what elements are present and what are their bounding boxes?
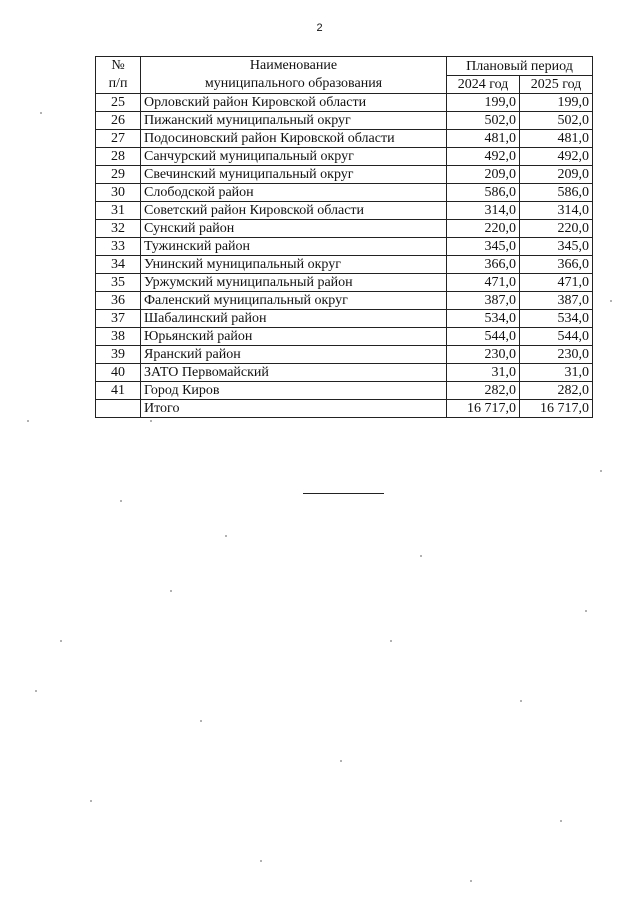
amount-2025-cell: 220,0 (520, 220, 593, 238)
municipality-name-cell: Шабалинский район (141, 310, 447, 328)
amount-2024-cell: 345,0 (447, 238, 520, 256)
municipality-name-cell: Слободской район (141, 184, 447, 202)
scan-speck (40, 112, 42, 114)
row-number-cell: 31 (96, 202, 141, 220)
amount-2025-cell: 544,0 (520, 328, 593, 346)
amount-2025-cell: 345,0 (520, 238, 593, 256)
amount-2025-cell: 387,0 (520, 292, 593, 310)
page-number: 2 (316, 22, 323, 34)
amount-2024-cell: 534,0 (447, 310, 520, 328)
amount-2024-cell: 586,0 (447, 184, 520, 202)
amount-2024-cell: 366,0 (447, 256, 520, 274)
table-row (96, 166, 593, 184)
header-planning-period: Плановый период (447, 57, 593, 76)
row-number-cell: 36 (96, 292, 141, 310)
table-row (96, 94, 593, 112)
table-row (96, 382, 593, 400)
scan-speck (120, 500, 122, 502)
total-row (96, 400, 593, 418)
row-number-cell (96, 400, 141, 418)
amount-2025-cell: 471,0 (520, 274, 593, 292)
scan-speck (470, 880, 472, 882)
table-row (96, 292, 593, 310)
amount-2025-cell: 366,0 (520, 256, 593, 274)
table-row (96, 184, 593, 202)
table-row (96, 274, 593, 292)
amount-2025-cell: 314,0 (520, 202, 593, 220)
scan-speck (340, 760, 342, 762)
amount-2024-cell: 16 717,0 (447, 400, 520, 418)
table-row (96, 328, 593, 346)
scan-speck (600, 470, 602, 472)
row-number-cell: 27 (96, 130, 141, 148)
row-number-cell: 26 (96, 112, 141, 130)
municipality-name-cell: Пижанский муниципальный округ (141, 112, 447, 130)
municipality-name-cell: Уржумский муниципальный район (141, 274, 447, 292)
table-header (96, 57, 593, 94)
amount-2025-cell: 230,0 (520, 346, 593, 364)
scan-speck (390, 640, 392, 642)
table-row (96, 238, 593, 256)
table-row (96, 148, 593, 166)
scan-speck (200, 720, 202, 722)
header-num-line-2: п/п (108, 76, 128, 91)
table-row (96, 112, 593, 130)
amount-2024-cell: 220,0 (447, 220, 520, 238)
amount-2024-cell: 471,0 (447, 274, 520, 292)
amount-2024-cell: 199,0 (447, 94, 520, 112)
header-year-2025: 2025 год (520, 75, 593, 94)
municipality-name-cell: Советский район Кировской области (141, 202, 447, 220)
municipality-name-cell: Юрьянский район (141, 328, 447, 346)
amount-2024-cell: 209,0 (447, 166, 520, 184)
row-number-cell: 34 (96, 256, 141, 274)
scan-speck (610, 300, 612, 302)
municipality-name-cell: Яранский район (141, 346, 447, 364)
municipality-name-cell: Фаленский муниципальный округ (141, 292, 447, 310)
closing-line (303, 493, 384, 494)
scan-speck (27, 420, 29, 422)
scan-speck (60, 640, 62, 642)
row-number-cell: 29 (96, 166, 141, 184)
municipality-name-cell: Свечинский муниципальный округ (141, 166, 447, 184)
municipality-name-cell: Тужинский район (141, 238, 447, 256)
municipality-name-cell: Орловский район Кировской области (141, 94, 447, 112)
scan-speck (35, 690, 37, 692)
municipality-name-cell: Сунский район (141, 220, 447, 238)
header-row-1 (96, 57, 593, 76)
amount-2024-cell: 544,0 (447, 328, 520, 346)
municipality-name-cell: Подосиновский район Кировской области (141, 130, 447, 148)
amount-2024-cell: 230,0 (447, 346, 520, 364)
header-year-2024: 2024 год (447, 75, 520, 94)
scan-speck (170, 590, 172, 592)
municipality-name-cell: Город Киров (141, 382, 447, 400)
amount-2025-cell: 534,0 (520, 310, 593, 328)
row-number-cell: 28 (96, 148, 141, 166)
header-name-line-2: муниципального образования (204, 76, 383, 91)
amount-2024-cell: 282,0 (447, 382, 520, 400)
row-number-cell: 39 (96, 346, 141, 364)
header-num-line-1: № (111, 58, 125, 73)
amount-2024-cell: 502,0 (447, 112, 520, 130)
row-number-cell: 41 (96, 382, 141, 400)
amount-2025-cell: 199,0 (520, 94, 593, 112)
table-row (96, 202, 593, 220)
amount-2025-cell: 492,0 (520, 148, 593, 166)
header-row-number (96, 57, 141, 94)
table-row (96, 130, 593, 148)
municipality-name-cell: ЗАТО Первомайский (141, 364, 447, 382)
amount-2025-cell: 31,0 (520, 364, 593, 382)
row-number-cell: 37 (96, 310, 141, 328)
amount-2024-cell: 31,0 (447, 364, 520, 382)
allocation-table (95, 56, 593, 418)
amount-2024-cell: 481,0 (447, 130, 520, 148)
scan-speck (520, 700, 522, 702)
scan-speck (585, 610, 587, 612)
scan-speck (260, 860, 262, 862)
amount-2025-cell: 481,0 (520, 130, 593, 148)
header-name-line-1: Наименование (249, 58, 338, 73)
table-row (96, 220, 593, 238)
header-municipality-name (141, 57, 447, 94)
table-row (96, 310, 593, 328)
table-row (96, 346, 593, 364)
table-row (96, 364, 593, 382)
municipality-name-cell: Санчурский муниципальный округ (141, 148, 447, 166)
row-number-cell: 30 (96, 184, 141, 202)
row-number-cell: 33 (96, 238, 141, 256)
amount-2025-cell: 502,0 (520, 112, 593, 130)
amount-2025-cell: 282,0 (520, 382, 593, 400)
row-number-cell: 38 (96, 328, 141, 346)
municipality-name-cell: Итого (141, 400, 447, 418)
table-row (96, 256, 593, 274)
row-number-cell: 25 (96, 94, 141, 112)
scan-speck (560, 820, 562, 822)
amount-2025-cell: 586,0 (520, 184, 593, 202)
row-number-cell: 35 (96, 274, 141, 292)
row-number-cell: 32 (96, 220, 141, 238)
amount-2025-cell: 16 717,0 (520, 400, 593, 418)
scan-speck (150, 420, 152, 422)
amount-2024-cell: 314,0 (447, 202, 520, 220)
scan-speck (90, 800, 92, 802)
row-number-cell: 40 (96, 364, 141, 382)
scan-speck (420, 555, 422, 557)
amount-2025-cell: 209,0 (520, 166, 593, 184)
amount-2024-cell: 492,0 (447, 148, 520, 166)
amount-2024-cell: 387,0 (447, 292, 520, 310)
municipality-name-cell: Унинский муниципальный округ (141, 256, 447, 274)
scan-speck (225, 535, 227, 537)
table-body (96, 94, 593, 418)
